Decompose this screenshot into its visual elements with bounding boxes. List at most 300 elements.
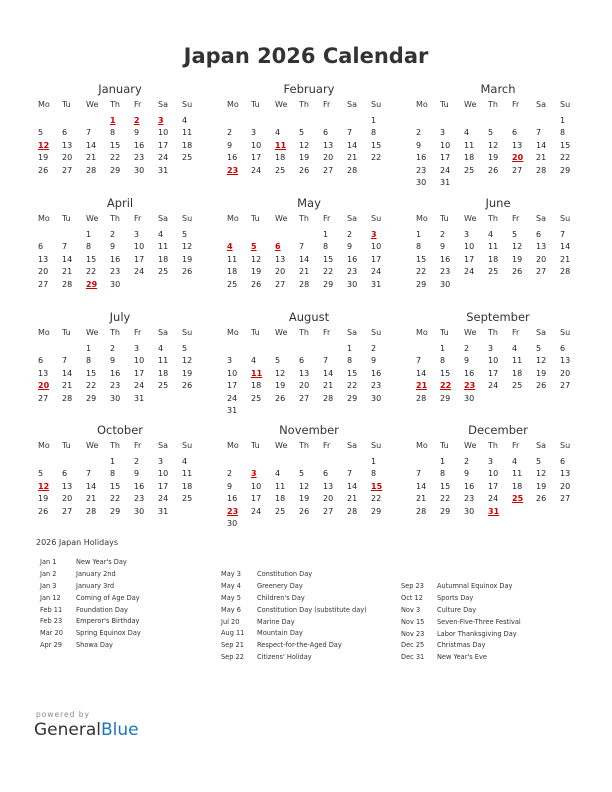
day-cell: 13 — [38, 368, 49, 378]
empty-cell — [273, 115, 297, 128]
month-april — [36, 196, 204, 291]
day-cell: 19 — [536, 481, 547, 491]
empty-cell — [414, 343, 438, 356]
day-cell: 13 — [62, 481, 73, 491]
day-cell: 7 — [62, 356, 68, 365]
day-cell: 19 — [38, 153, 49, 162]
day-cell: 21 — [536, 153, 547, 162]
weekday-header: Fr — [512, 441, 520, 450]
day-cell: 8 — [86, 356, 92, 365]
day-cell: 1 — [440, 343, 446, 353]
day-cell: 29 — [110, 506, 121, 516]
holiday-row — [221, 593, 367, 605]
day-cell: 11 — [158, 242, 169, 251]
holiday-row — [221, 581, 367, 593]
holiday-name: Sports Day — [437, 593, 474, 602]
empty-cell — [297, 229, 321, 242]
day-cell: 10 — [134, 242, 145, 251]
day-cell: 17 — [134, 254, 145, 264]
day-cell: 7 — [86, 128, 92, 137]
day-cell: 28 — [347, 506, 358, 516]
day-cell: 10 — [227, 368, 238, 378]
weekday-header: Fr — [323, 100, 331, 109]
day-cell: 9 — [110, 356, 116, 365]
weekday-header: Tu — [251, 214, 260, 223]
weekday-header: We — [464, 100, 477, 109]
day-cell: 30 — [110, 279, 121, 289]
holiday-name: Emperor's Birthday — [76, 617, 140, 626]
empty-cell — [486, 115, 510, 128]
day-cell: 25 — [158, 381, 169, 390]
holiday-date: Sep 22 — [221, 653, 244, 662]
holiday-date: Jan 12 — [40, 593, 61, 602]
day-cell: 17 — [440, 153, 451, 162]
weekday-header: Su — [371, 214, 382, 223]
weekday-header: Fr — [323, 214, 331, 223]
empty-cell — [225, 456, 249, 469]
weekday-header: Su — [560, 100, 571, 109]
empty-cell — [273, 343, 297, 356]
empty-cell — [36, 456, 60, 469]
day-cell: 19 — [299, 153, 310, 162]
day-cell: 20 — [560, 368, 571, 378]
day-cell: 17 — [464, 254, 475, 264]
weekday-header: Su — [182, 214, 193, 223]
day-cell: 29 — [347, 393, 358, 403]
empty-cell — [60, 456, 84, 469]
day-cell: 23 — [440, 267, 451, 276]
holiday-name: Foundation Day — [76, 605, 128, 614]
day-cell: 24 — [158, 153, 169, 162]
day-cell: 9 — [371, 356, 377, 365]
weekday-header: Fr — [512, 100, 520, 109]
empty-cell — [297, 343, 321, 356]
day-cell: 5 — [38, 469, 44, 478]
day-cell: 26 — [536, 494, 547, 503]
day-cell: 15 — [440, 368, 451, 378]
weekday-header: Su — [371, 100, 382, 109]
day-cell: 6 — [560, 343, 566, 353]
day-cell: 22 — [560, 153, 571, 162]
day-cell: 23 — [110, 381, 121, 390]
weekday-header: Tu — [62, 441, 71, 450]
day-cell: 29 — [560, 165, 571, 175]
day-cell: 11 — [275, 481, 286, 491]
weekday-header: Su — [182, 328, 193, 337]
day-cell: 30 — [464, 393, 475, 403]
day-cell: 29 — [440, 506, 451, 516]
day-cell: 21 — [416, 494, 427, 503]
day-cell: 22 — [86, 381, 97, 390]
day-cell: 25 — [275, 165, 286, 175]
day-cell: 22 — [440, 494, 451, 503]
weekday-header: Sa — [158, 441, 168, 450]
day-cell: 15 — [416, 254, 427, 264]
empty-cell — [321, 456, 345, 469]
day-cell: 21 — [62, 267, 73, 276]
day-cell: 14 — [62, 368, 73, 378]
holiday-day-cell: 23 — [227, 165, 239, 175]
day-cell: 18 — [182, 140, 193, 150]
day-cell: 24 — [440, 165, 451, 175]
holiday-day-cell: 22 — [440, 381, 452, 390]
day-cell: 17 — [488, 368, 499, 378]
month-june — [414, 196, 582, 291]
day-cell: 6 — [512, 128, 518, 137]
holiday-day-cell: 25 — [512, 494, 524, 503]
holiday-day-cell: 11 — [251, 368, 263, 378]
day-cell: 6 — [299, 356, 305, 365]
brand-logo[interactable] — [34, 720, 139, 740]
day-cell: 5 — [182, 343, 188, 353]
holiday-row — [401, 605, 521, 617]
weekday-header: Mo — [227, 328, 239, 337]
month-name: May — [297, 196, 321, 210]
day-cell: 2 — [227, 128, 233, 137]
day-cell: 16 — [227, 494, 238, 503]
holiday-name: Christmas Day — [437, 641, 486, 650]
day-cell: 15 — [110, 481, 121, 491]
holiday-name: Citizens' Holiday — [257, 653, 312, 662]
month-march — [414, 82, 582, 190]
day-cell: 15 — [86, 368, 97, 378]
weekday-header: Mo — [227, 100, 239, 109]
day-cell: 5 — [488, 128, 494, 137]
weekday-header: Th — [488, 214, 498, 223]
month-name: November — [279, 423, 339, 437]
holiday-row — [40, 605, 141, 617]
day-cell: 29 — [440, 393, 451, 403]
day-cell: 6 — [323, 469, 329, 478]
holiday-date: May 5 — [221, 593, 241, 602]
holiday-name: Constitution Day (substitute day) — [257, 605, 367, 614]
day-cell: 27 — [275, 279, 286, 289]
day-cell: 2 — [464, 343, 470, 353]
day-cell: 19 — [38, 494, 49, 503]
day-cell: 25 — [227, 279, 238, 289]
day-cell: 4 — [182, 456, 188, 466]
weekday-header: Tu — [251, 100, 260, 109]
empty-cell — [60, 229, 84, 242]
day-cell: 7 — [560, 229, 566, 239]
empty-cell — [225, 229, 249, 242]
day-cell: 18 — [275, 153, 286, 162]
weekday-header: Fr — [134, 214, 142, 223]
day-cell: 27 — [38, 279, 49, 289]
month-october — [36, 423, 204, 518]
day-cell: 27 — [323, 165, 334, 175]
day-cell: 5 — [512, 229, 518, 239]
day-cell: 8 — [347, 356, 353, 365]
day-cell: 15 — [347, 368, 358, 378]
empty-cell — [249, 229, 273, 242]
empty-cell — [510, 115, 534, 128]
day-cell: 30 — [134, 165, 145, 175]
day-cell: 25 — [158, 267, 169, 276]
empty-cell — [84, 456, 108, 469]
weekday-header: Mo — [416, 214, 428, 223]
holiday-name: January 2nd — [76, 569, 116, 578]
holiday-name: Marine Day — [257, 617, 295, 626]
day-cell: 4 — [275, 469, 281, 478]
day-cell: 27 — [62, 506, 73, 516]
day-cell: 4 — [251, 356, 257, 365]
brand-blue: Blue — [101, 720, 139, 740]
empty-cell — [414, 115, 438, 128]
weekday-header: Th — [488, 441, 498, 450]
day-cell: 30 — [227, 519, 238, 528]
day-cell: 1 — [86, 343, 92, 353]
holiday-row — [221, 640, 367, 652]
weekday-header: Mo — [416, 100, 428, 109]
day-cell: 24 — [227, 393, 238, 403]
empty-cell — [297, 456, 321, 469]
day-cell: 24 — [371, 267, 382, 276]
day-cell: 1 — [371, 115, 377, 125]
holiday-day-cell: 29 — [86, 279, 98, 289]
month-name: December — [468, 423, 528, 437]
day-cell: 2 — [110, 229, 116, 239]
holiday-day-cell: 20 — [38, 381, 50, 390]
day-cell: 9 — [227, 140, 233, 150]
empty-cell — [225, 343, 249, 356]
day-cell: 19 — [488, 153, 499, 162]
day-cell: 14 — [347, 140, 358, 150]
holiday-name: Constitution Day — [257, 570, 313, 578]
day-cell: 24 — [134, 267, 145, 276]
weekday-header: Mo — [227, 214, 239, 223]
holiday-day-cell: 21 — [416, 381, 428, 390]
day-cell: 25 — [275, 506, 286, 516]
day-cell: 26 — [251, 279, 262, 289]
day-cell: 1 — [440, 456, 446, 466]
day-cell: 10 — [371, 242, 382, 251]
day-cell: 30 — [371, 393, 382, 403]
month-november — [225, 423, 393, 531]
day-cell: 4 — [464, 128, 470, 137]
day-cell: 23 — [134, 153, 145, 162]
weekday-header: Th — [110, 100, 120, 109]
holiday-row — [40, 616, 141, 628]
day-cell: 18 — [182, 481, 193, 491]
day-cell: 2 — [440, 229, 446, 239]
day-cell: 16 — [440, 254, 451, 264]
day-cell: 12 — [488, 140, 499, 150]
holiday-date: Dec 25 — [401, 641, 425, 650]
weekday-header: Th — [299, 441, 309, 450]
day-cell: 13 — [512, 140, 523, 150]
empty-cell — [297, 115, 321, 128]
month-days-grid — [225, 99, 393, 177]
day-cell: 22 — [416, 267, 427, 276]
weekday-header: We — [86, 441, 99, 450]
day-cell: 13 — [560, 356, 571, 365]
day-cell: 27 — [536, 267, 547, 276]
day-cell: 28 — [86, 506, 97, 516]
day-cell: 16 — [134, 140, 145, 150]
holidays-column — [401, 581, 521, 664]
powered-by-text: powered by — [36, 710, 90, 719]
day-cell: 13 — [299, 368, 310, 378]
day-cell: 26 — [275, 393, 286, 403]
day-cell: 16 — [227, 153, 238, 162]
day-cell: 9 — [110, 242, 116, 251]
day-cell: 29 — [416, 279, 427, 289]
day-cell: 14 — [347, 481, 358, 491]
month-days-grid — [225, 213, 393, 291]
weekday-header: Th — [110, 441, 120, 450]
day-cell: 17 — [251, 153, 262, 162]
day-cell: 14 — [299, 254, 310, 264]
day-cell: 24 — [488, 494, 499, 503]
day-cell: 26 — [488, 165, 499, 175]
day-cell: 25 — [182, 153, 193, 162]
day-cell: 27 — [560, 494, 571, 503]
month-name: March — [480, 82, 516, 96]
day-cell: 9 — [440, 242, 446, 251]
weekday-header: We — [464, 441, 477, 450]
day-cell: 2 — [347, 229, 353, 239]
weekday-header: Th — [299, 100, 309, 109]
day-cell: 7 — [536, 128, 542, 137]
holiday-day-cell: 3 — [371, 229, 377, 239]
day-cell: 24 — [251, 506, 262, 516]
month-days-grid — [36, 327, 204, 405]
day-cell: 26 — [299, 165, 310, 175]
day-cell: 27 — [560, 381, 571, 390]
weekday-header: Th — [110, 328, 120, 337]
holiday-day-cell: 3 — [251, 469, 257, 478]
holiday-row — [401, 652, 521, 664]
day-cell: 12 — [536, 469, 547, 478]
holidays-title: 2026 Japan Holidays — [36, 538, 118, 547]
day-cell: 18 — [464, 153, 475, 162]
holiday-date: Mar 20 — [40, 629, 63, 638]
weekday-header: Sa — [347, 441, 357, 450]
day-cell: 7 — [299, 242, 305, 251]
weekday-header: Sa — [347, 214, 357, 223]
empty-cell — [273, 456, 297, 469]
weekday-header: Tu — [62, 100, 71, 109]
day-cell: 21 — [323, 381, 334, 390]
empty-cell — [225, 115, 249, 128]
holiday-date: Oct 12 — [401, 593, 423, 602]
day-cell: 3 — [134, 343, 140, 353]
day-cell: 11 — [488, 242, 499, 251]
day-cell: 8 — [416, 242, 422, 251]
day-cell: 17 — [488, 481, 499, 491]
day-cell: 8 — [323, 242, 329, 251]
day-cell: 12 — [299, 140, 310, 150]
day-cell: 31 — [134, 393, 145, 403]
day-cell: 1 — [86, 229, 92, 239]
day-cell: 19 — [275, 381, 286, 390]
day-cell: 20 — [62, 153, 73, 162]
day-cell: 24 — [158, 494, 169, 503]
day-cell: 12 — [299, 481, 310, 491]
day-cell: 16 — [110, 368, 121, 378]
day-cell: 21 — [347, 153, 358, 162]
day-cell: 23 — [110, 267, 121, 276]
holiday-name: Seven-Five-Three Festival — [437, 617, 521, 626]
day-cell: 11 — [182, 469, 193, 478]
day-cell: 19 — [251, 267, 262, 276]
day-cell: 24 — [134, 381, 145, 390]
weekday-header: Sa — [536, 100, 546, 109]
day-cell: 6 — [38, 242, 44, 251]
day-cell: 25 — [512, 381, 523, 390]
day-cell: 25 — [488, 267, 499, 276]
holiday-name: Culture Day — [437, 605, 477, 614]
day-cell: 26 — [512, 267, 523, 276]
holiday-name: January 3rd — [76, 581, 115, 590]
day-cell: 10 — [158, 128, 169, 137]
day-cell: 29 — [371, 506, 382, 516]
day-cell: 18 — [488, 254, 499, 264]
weekday-header: We — [275, 441, 288, 450]
day-cell: 4 — [158, 229, 164, 239]
weekday-header: Th — [299, 328, 309, 337]
holiday-name: Spring Equinox Day — [76, 629, 141, 638]
day-cell: 27 — [62, 165, 73, 175]
holiday-name: Autumnal Equinox Day — [437, 582, 513, 590]
holiday-row — [40, 557, 141, 569]
empty-cell — [273, 229, 297, 242]
day-cell: 8 — [560, 128, 566, 137]
holiday-day-cell: 11 — [275, 140, 287, 150]
month-days-grid — [225, 327, 393, 418]
day-cell: 9 — [134, 128, 140, 137]
day-cell: 21 — [86, 153, 97, 162]
holiday-day-cell: 12 — [38, 140, 50, 150]
day-cell: 5 — [182, 229, 188, 239]
day-cell: 24 — [488, 381, 499, 390]
weekday-header: Fr — [323, 441, 331, 450]
day-cell: 2 — [134, 456, 140, 466]
day-cell: 7 — [416, 469, 422, 478]
holiday-day-cell: 20 — [512, 153, 524, 162]
day-cell: 17 — [227, 381, 238, 390]
holiday-row — [40, 593, 141, 605]
day-cell: 16 — [347, 254, 358, 264]
day-cell: 10 — [134, 356, 145, 365]
day-cell: 15 — [86, 254, 97, 264]
day-cell: 16 — [464, 481, 475, 491]
day-cell: 12 — [512, 242, 523, 251]
day-cell: 11 — [227, 254, 238, 264]
day-cell: 18 — [227, 267, 238, 276]
day-cell: 29 — [110, 165, 121, 175]
day-cell: 23 — [134, 494, 145, 503]
month-august — [225, 310, 393, 418]
day-cell: 21 — [86, 494, 97, 503]
weekday-header: Th — [488, 328, 498, 337]
day-cell: 10 — [251, 140, 262, 150]
day-cell: 20 — [299, 381, 310, 390]
day-cell: 6 — [62, 128, 68, 137]
weekday-header: Th — [110, 214, 120, 223]
day-cell: 10 — [440, 140, 451, 150]
day-cell: 8 — [110, 128, 116, 137]
day-cell: 6 — [536, 229, 542, 239]
day-cell: 28 — [299, 279, 310, 289]
day-cell: 7 — [347, 128, 353, 137]
day-cell: 10 — [488, 469, 499, 478]
weekday-header: Tu — [251, 441, 260, 450]
holiday-day-cell: 23 — [227, 506, 239, 516]
day-cell: 12 — [182, 242, 193, 251]
day-cell: 20 — [560, 481, 571, 491]
